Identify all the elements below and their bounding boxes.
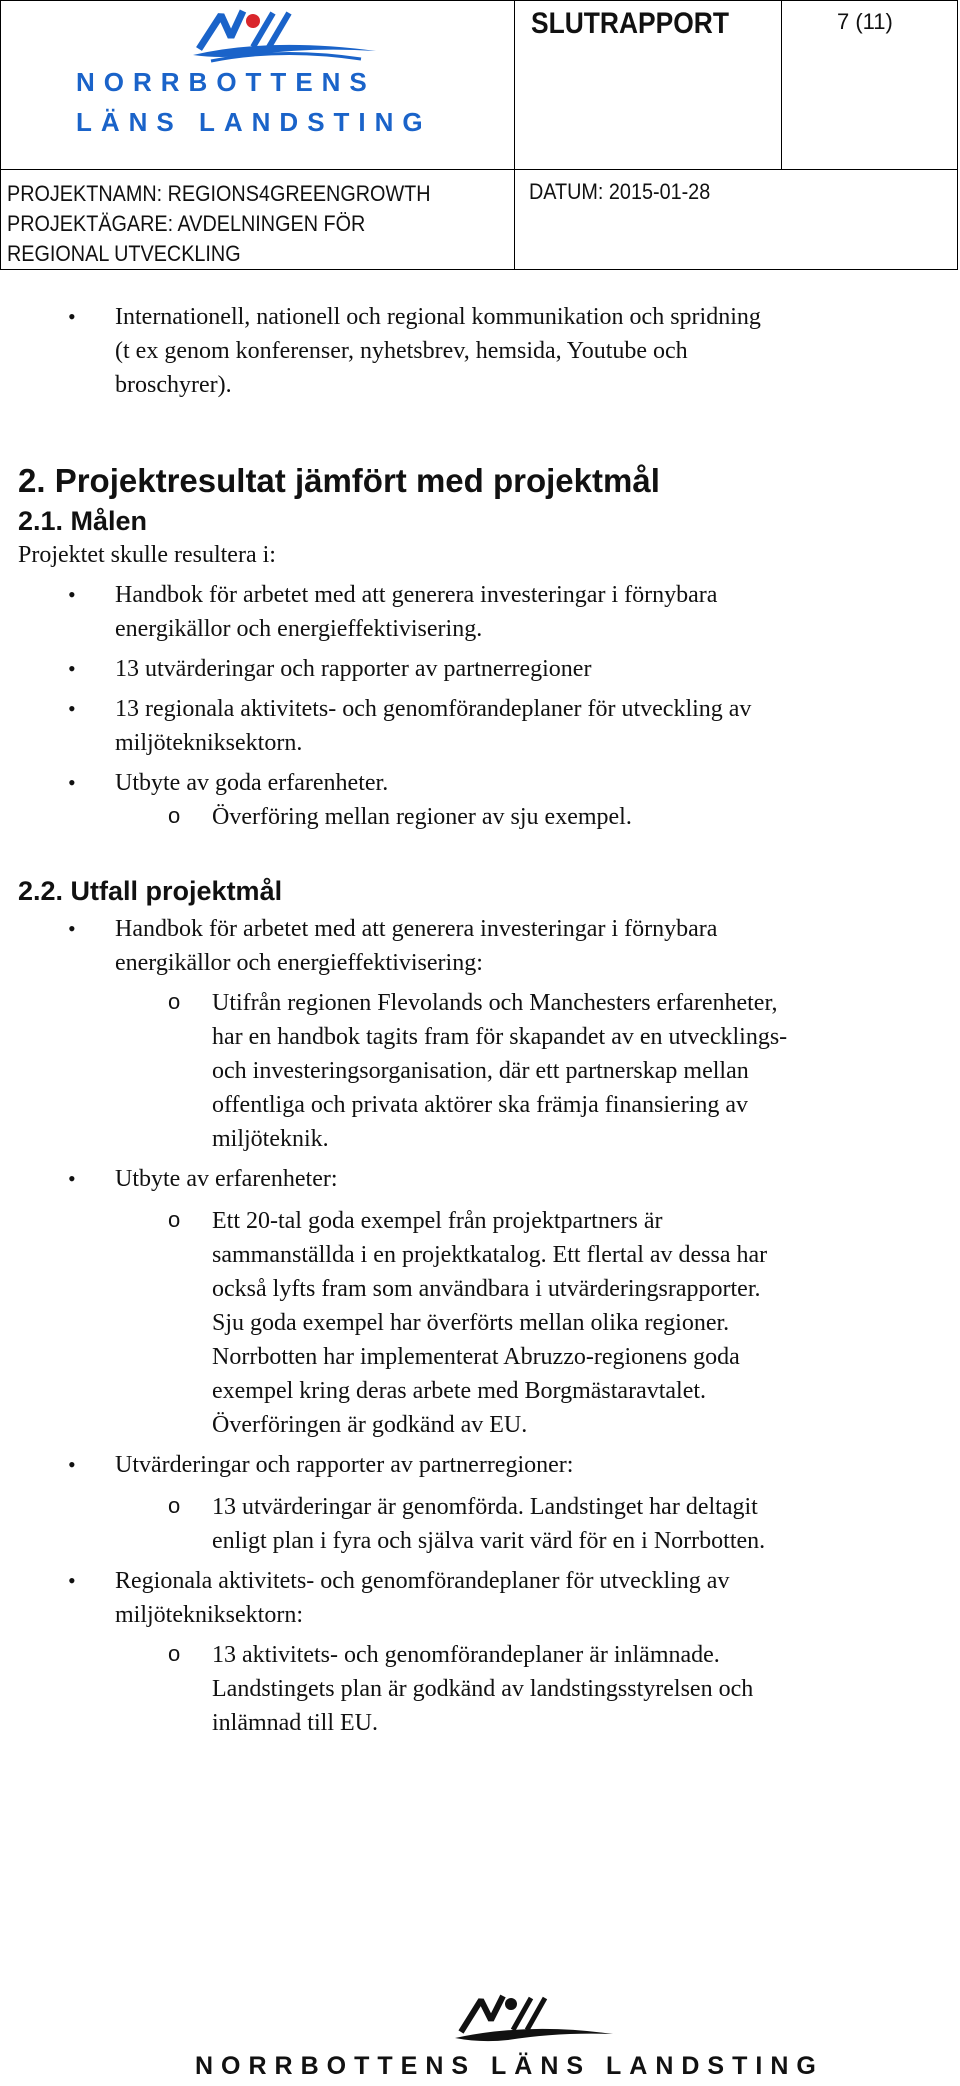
list-item: • Internationell, nationell och regional kommunikation och spridning (t ex genom konferenser, nyhetsbrev, hemsida, Youtube och broschyrer). xyxy=(18,300,938,402)
list-item: • 13 regionala aktivitets- och genomförandeplaner för utveckling av miljötekniksektorn. xyxy=(18,692,938,760)
sub-list-item: o 13 utvärderingar är genomförda. Landstinget har deltagit enligt plan i fyra och själva varit värd för en i Norrbotten. xyxy=(18,1490,938,1558)
project-owner: PROJEKTÄGARE: AVDELNINGEN FÖR xyxy=(7,211,366,236)
paragraph: Projektet skulle resultera i: xyxy=(18,542,276,568)
list-item: • Regionala aktivitets- och genomförandeplaner för utveckling av miljötekniksektorn: xyxy=(18,1564,938,1632)
sub-list-item: o Utifrån regionen Flevolands och Manchesters erfarenheter, har en handbok tagits fram för skapandet av en utvecklings- och investeringsorganisation, där ett partnerskap mellan offentliga och privata aktörer ska främja finansiering av miljöteknik. xyxy=(18,986,938,1156)
list-item: • Handbok för arbetet med att generera investeringar i förnybara energikällor och energieffektivisering: xyxy=(18,912,938,980)
footer-logo-text: NORRBOTTENS LÄNS LANDSTING xyxy=(195,2052,824,2080)
project-owner: REGIONAL UTVECKLING xyxy=(7,241,241,266)
project-name: PROJEKTNAMN: REGIONS4GREENGROWTH xyxy=(7,181,431,206)
subsection-heading: 2.2. Utfall projektmål xyxy=(18,876,283,906)
logo-line-1: NORRBOTTENS xyxy=(76,67,376,97)
sub-list-item: o Ett 20-tal goda exempel från projektpartners är sammanställda i en projektkatalog. Ett flertal av dessa har också lyfts fram som användbara i utvärderingsrapporter. Sju goda exempel har överförts mellan olika regioner. Norrbotten har implementerat Abruzzo-regionens goda exempel kring deras arbete med Borgmästaravtalet. Överföringen är godkänd av EU. xyxy=(18,1204,938,1442)
list-item: • Utbyte av erfarenheter: xyxy=(18,1162,938,1196)
subsection-heading: 2.1. Målen xyxy=(18,506,148,536)
section-heading: 2. Projektresultat jämfört med projektmål xyxy=(18,462,660,499)
list-item: • 13 utvärderingar och rapporter av partnerregioner xyxy=(18,652,938,686)
report-header xyxy=(0,0,958,270)
report-title: SLUTRAPPORT xyxy=(531,7,729,40)
norrbotten-logo-icon xyxy=(191,7,391,63)
norrbotten-logo-icon xyxy=(453,1990,623,2050)
list-item: • Utbyte av goda erfarenheter. xyxy=(18,766,938,800)
header-divider xyxy=(1,169,957,170)
list-item: • Utvärderingar och rapporter av partnerregioner: xyxy=(18,1448,938,1482)
report-date: DATUM: 2015-01-28 xyxy=(529,179,711,204)
sub-list-item: o Överföring mellan regioner av sju exempel. xyxy=(18,800,938,834)
header-divider xyxy=(781,1,782,169)
project-info xyxy=(7,179,431,269)
header-divider xyxy=(514,1,515,269)
header-logo xyxy=(21,7,491,157)
page-number: 7 (11) xyxy=(837,9,893,34)
sub-list-item: o 13 aktivitets- och genomförandeplaner är inlämnade. Landstingets plan är godkänd av landstingsstyrelsen och inlämnad till EU. xyxy=(18,1638,938,1740)
report-body xyxy=(18,300,938,1740)
list-item: • Handbok för arbetet med att generera investeringar i förnybara energikällor och energieffektivisering. xyxy=(18,578,938,646)
footer-logo xyxy=(195,1990,835,2086)
logo-line-2: LÄNS LANDSTING xyxy=(76,107,432,137)
